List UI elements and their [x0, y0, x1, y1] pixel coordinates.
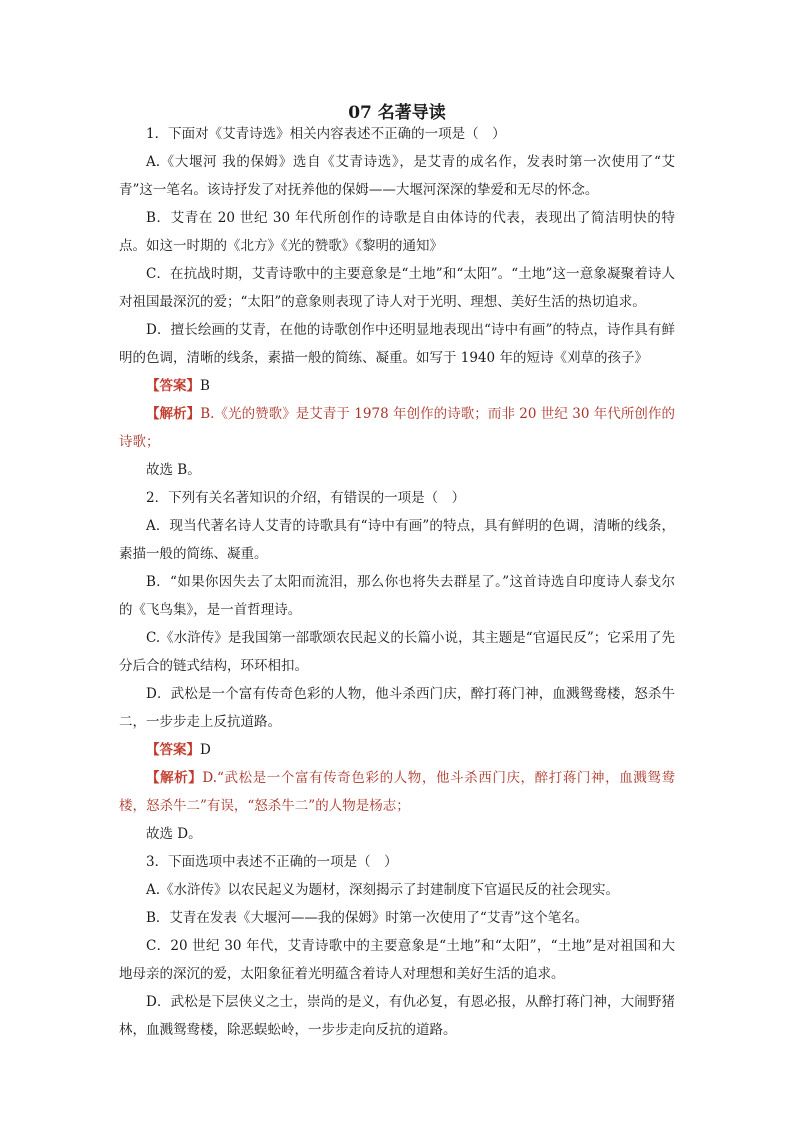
analysis-tag: 【解析】: [146, 406, 201, 422]
question-2-option-b: B．“如果你因失去了太阳而流泪，那么你也将失去群星了。”这首诗选自印度诗人泰戈尔的《飞鸟集》，是一首哲理诗。: [119, 574, 675, 618]
answer-value: D: [200, 742, 211, 758]
question-2-option-c: C.《水浒传》是我国第一部歌颂农民起义的长篇小说，其主题是“官逼民反”；它采用了先分后合的链式结构，环环相扣。: [119, 630, 675, 674]
question-list: [119, 120, 675, 1044]
question-1-stem: 1．下面对《艾青诗选》相关内容表述不正确的一项是（ ）: [146, 126, 506, 142]
analysis-text: B.《光的赞歌》是艾青于 1978 年创作的诗歌；而非 20 世纪 30 年代所创作的诗歌；: [119, 406, 676, 450]
question-2-stem: 2．下列有关名著知识的介绍，有错误的一项是（ ）: [146, 490, 466, 506]
question-1-answer: [119, 372, 675, 400]
question-3-option-a: A.《水浒传》以农民起义为题材，深刻揭示了封建制度下官逼民反的社会现实。: [146, 882, 620, 898]
question-3-option-d: D．武松是下层侠义之士，崇尚的是义，有仇必复，有恩必报，从醉打蒋门神，大闹野猪林，血溅鸳鸯楼，除恶蜈蚣岭，一步步走向反抗的道路。: [119, 994, 675, 1038]
question-2-option-a: A．现当代著名诗人艾青的诗歌具有“诗中有画”的特点，具有鲜明的色调，清晰的线条，素描一般的简练、凝重。: [119, 518, 675, 562]
question-3-option-c: C．20 世纪 30 年代，艾青诗歌中的主要意象是“土地”和“太阳”，“土地”是对祖国和大地母亲的深沉的爱，太阳象征着光明蕴含着诗人对理想和美好生活的追求。: [119, 938, 675, 982]
question-3-option-b: B．艾青在发表《大堰河——我的保姆》时第一次使用了“艾青”这个笔名。: [146, 910, 589, 926]
question-2-answer: [119, 736, 675, 764]
question-1-analysis: [119, 400, 675, 456]
question-2-choose: 故选 D。: [146, 826, 202, 842]
answer-tag: 【答案】: [146, 378, 200, 394]
question-1-option-c: C．在抗战时期，艾青诗歌中的主要意象是“土地”和“太阳”。“土地”这一意象凝聚着诗人对祖国最深沉的爱；“太阳”的意象则表现了诗人对于光明、理想、美好生活的热切追求。: [119, 266, 675, 310]
analysis-text: D.“武松是一个富有传奇色彩的人物，他斗杀西门庆，醉打蒋门神，血溅鸳鸯楼，怒杀牛二”有误，“怒杀牛二”的人物是杨志；: [119, 770, 675, 814]
question-1-choose: 故选 B。: [146, 462, 201, 478]
question-3-stem: 3．下面选项中表述不正确的一项是（ ）: [146, 854, 398, 870]
question-1-option-d: D．擅长绘画的艾青，在他的诗歌创作中还明显地表现出“诗中有画”的特点，诗作具有鲜明的色调，清晰的线条，素描一般的简练、凝重。如写于 1940 年的短诗《刈草的孩子》: [119, 322, 675, 366]
answer-tag: 【答案】: [146, 742, 200, 758]
question-1-option-b: B．艾青在 20 世纪 30 年代所创作的诗歌是自由体诗的代表，表现出了简洁明快的特点。如这一时期的《北方》《光的赞歌》《黎明的通知》: [119, 210, 675, 254]
question-2-option-d: D．武松是一个富有传奇色彩的人物，他斗杀西门庆，醉打蒋门神，血溅鸳鸯楼，怒杀牛二，一步步走上反抗道路。: [119, 686, 675, 730]
question-2-analysis: [119, 764, 675, 820]
page-title: 07 名著导读: [348, 103, 446, 123]
analysis-tag: 【解析】: [146, 770, 203, 786]
question-1-option-a: A.《大堰河 我的保姆》选自《艾青诗选》，是艾青的成名作，发表时第一次使用了“艾青”这一笔名。该诗抒发了对抚养他的保姆——大堰河深深的挚爱和无尽的怀念。: [119, 154, 675, 198]
answer-value: B: [200, 378, 210, 394]
